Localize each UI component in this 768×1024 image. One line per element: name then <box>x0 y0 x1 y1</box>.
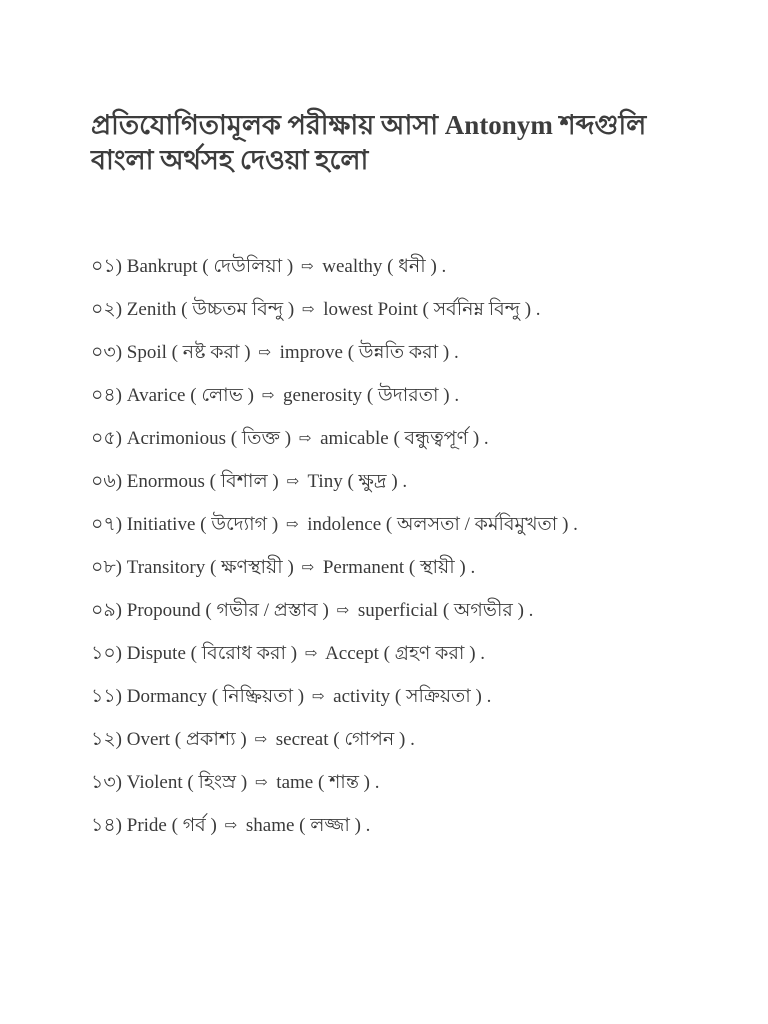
entry-word-meaning: উচ্চতম বিন্দু <box>192 299 284 320</box>
entry-word: Dormancy <box>126 686 207 707</box>
right-arrow-icon: ⇨ <box>258 345 271 361</box>
entry-word: Dispute <box>126 643 186 664</box>
entry-antonym-meaning: বন্ধুত্বপূর্ণ <box>404 428 469 449</box>
antonym-list <box>91 254 681 838</box>
entry-antonym: wealthy <box>322 256 383 277</box>
entry-word-meaning: হিংস্র <box>198 772 237 793</box>
entry-antonym-meaning: অগভীর <box>453 600 513 621</box>
entry-antonym-meaning: স্থায়ী <box>419 557 455 578</box>
list-item: ১২) Overt ( প্রকাশ্য ) ⇨ secreat ( গোপন ) . <box>91 729 415 750</box>
entry-antonym-meaning: সক্রিয়তা <box>405 686 471 707</box>
entry-antonym: generosity <box>283 385 363 406</box>
entry-antonym-meaning: ক্ষুদ্র <box>358 471 387 492</box>
right-arrow-icon: ⇨ <box>224 818 238 834</box>
right-arrow-icon: ⇨ <box>311 689 325 705</box>
list-item: ০৪) Avarice ( লোভ ) ⇨ generosity ( উদারতা ) . <box>91 385 460 406</box>
entry-number: ০৮) <box>91 557 123 578</box>
entry-word: Pride <box>126 815 167 836</box>
entry-number: ০৬) <box>91 471 123 492</box>
entry-word-meaning: গভীর / প্রস্তাব <box>216 600 318 621</box>
entry-antonym: superficial <box>357 600 439 621</box>
entry-word-meaning: লোভ <box>201 385 243 406</box>
right-arrow-icon: ⇨ <box>254 775 268 791</box>
page-title: প্রতিযোগিতামূলক পরীক্ষায় আসা Antonym শব্দগুলি বাংলা অর্থসহ দেওয়া হলো <box>91 110 647 175</box>
right-arrow-icon: ⇨ <box>285 517 299 533</box>
entry-word: Avarice <box>126 385 186 406</box>
entry-antonym-meaning: উদারতা <box>378 385 439 406</box>
list-item: ০৯) Propound ( গভীর / প্রস্তাব ) ⇨ superficial ( অগভীর ) . <box>91 600 534 621</box>
entry-antonym: improve <box>279 342 343 363</box>
entry-word-meaning: বিশাল <box>220 471 268 492</box>
entry-antonym: activity <box>333 686 391 707</box>
entry-antonym-meaning: শান্ত <box>329 772 359 793</box>
entry-number: ০৫) <box>91 428 123 449</box>
right-arrow-icon: ⇨ <box>301 560 315 576</box>
entry-word: Transitory <box>126 557 206 578</box>
entry-antonym: secreat <box>275 729 329 750</box>
entry-number: ০৭) <box>91 514 123 535</box>
entry-number: ১১) <box>91 686 122 707</box>
entry-word: Overt <box>126 729 171 750</box>
entry-word: Zenith <box>126 299 177 320</box>
entry-antonym-meaning: অলসতা / কর্মবিমুখতা <box>396 514 558 535</box>
right-arrow-icon: ⇨ <box>254 732 268 748</box>
entry-word: Violent <box>126 772 183 793</box>
list-item: ১১) Dormancy ( নিষ্ক্রিয়তা ) ⇨ activity ( সক্রিয়তা ) . <box>91 686 492 707</box>
entry-word-meaning: উদ্যোগ <box>211 514 268 535</box>
list-item: ০১) Bankrupt ( দেউলিয়া ) ⇨ wealthy ( ধনী ) . <box>91 256 447 277</box>
entry-word-meaning: নষ্ট করা <box>182 342 240 363</box>
list-item: ০২) Zenith ( উচ্চতম বিন্দু ) ⇨ lowest Point ( সর্বনিম্ন বিন্দু ) . <box>91 299 541 320</box>
entry-word: Propound <box>126 600 201 621</box>
entry-antonym-meaning: সর্বনিম্ন বিন্দু <box>433 299 520 320</box>
list-item: ০৭) Initiative ( উদ্যোগ ) ⇨ indolence ( অলসতা / কর্মবিমুখতা ) . <box>91 514 578 535</box>
entry-antonym-meaning: লজ্জা <box>310 815 350 836</box>
list-item: ১৪) Pride ( গর্ব ) ⇨ shame ( লজ্জা ) . <box>91 815 371 836</box>
entry-number: ১৪) <box>91 815 122 836</box>
entry-number: ০৯) <box>91 600 123 621</box>
right-arrow-icon: ⇨ <box>301 302 315 318</box>
entry-antonym: tame <box>276 772 314 793</box>
entry-number: ০৪) <box>91 385 123 406</box>
list-item: ০৬) Enormous ( বিশাল ) ⇨ Tiny ( ক্ষুদ্র ) . <box>91 471 408 492</box>
list-item: ১৩) Violent ( হিংস্র ) ⇨ tame ( শান্ত ) . <box>91 772 380 793</box>
entry-antonym: amicable <box>320 428 389 449</box>
right-arrow-icon: ⇨ <box>300 259 314 275</box>
right-arrow-icon: ⇨ <box>298 431 312 447</box>
entry-number: ০১) <box>91 256 123 277</box>
list-item: ১০) Dispute ( বিরোধ করা ) ⇨ Accept ( গ্রহণ করা ) . <box>91 643 486 664</box>
right-arrow-icon: ⇨ <box>304 646 318 662</box>
entry-number: ১০) <box>91 643 123 664</box>
entry-antonym: indolence <box>307 514 382 535</box>
list-item: ০৫) Acrimonious ( তিক্ত ) ⇨ amicable ( বন্ধুত্বপূর্ণ ) . <box>91 428 489 449</box>
entry-number: ১২) <box>91 729 123 750</box>
entry-antonym-meaning: ধনী <box>398 256 426 277</box>
entry-antonym-meaning: উন্নতি করা <box>358 342 439 363</box>
entry-word: Bankrupt <box>126 256 198 277</box>
entry-antonym: shame <box>245 815 295 836</box>
entry-word-meaning: ক্ষণস্থায়ী <box>221 557 283 578</box>
entry-antonym: Tiny <box>307 471 343 492</box>
right-arrow-icon: ⇨ <box>336 603 350 619</box>
list-item: ০৩) Spoil ( নষ্ট করা ) ⇨ improve ( উন্নতি করা ) . <box>91 342 459 363</box>
right-arrow-icon: ⇨ <box>261 388 275 404</box>
entry-number: ০২) <box>91 299 123 320</box>
entry-word-meaning: গর্ব <box>182 815 206 836</box>
entry-word: Initiative <box>126 514 196 535</box>
entry-word-meaning: নিষ্ক্রিয়তা <box>222 686 293 707</box>
entry-word-meaning: দেউলিয়া <box>213 256 283 277</box>
entry-word: Acrimonious <box>126 428 226 449</box>
entry-antonym-meaning: গোপন <box>344 729 395 750</box>
entry-word-meaning: বিরোধ করা <box>201 643 286 664</box>
entry-antonym: lowest Point <box>323 299 418 320</box>
right-arrow-icon: ⇨ <box>286 474 300 490</box>
entry-word-meaning: প্রকাশ্য <box>185 729 236 750</box>
entry-antonym: Accept <box>325 643 379 664</box>
entry-number: ১৩) <box>91 772 123 793</box>
entry-word: Spoil <box>126 342 167 363</box>
entry-word-meaning: তিক্ত <box>241 428 280 449</box>
entry-number: ০৩) <box>91 342 123 363</box>
list-item: ০৮) Transitory ( ক্ষণস্থায়ী ) ⇨ Permanent ( স্থায়ী ) . <box>91 557 476 578</box>
document-page <box>91 108 681 856</box>
entry-antonym: Permanent <box>322 557 405 578</box>
entry-antonym-meaning: গ্রহণ করা <box>394 643 465 664</box>
entry-word: Enormous <box>126 471 205 492</box>
